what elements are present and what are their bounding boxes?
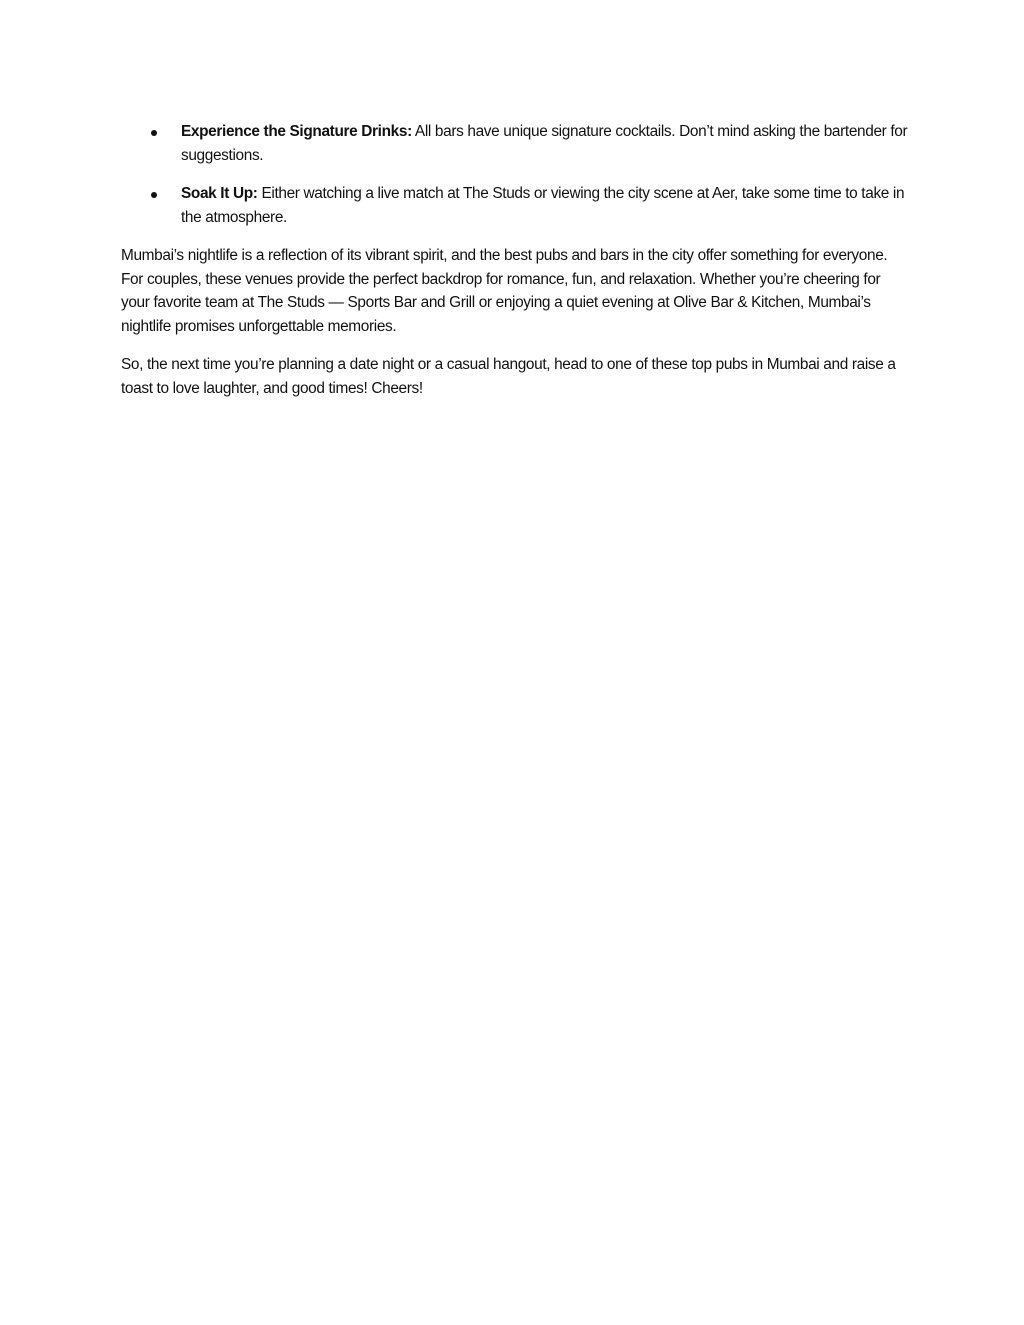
bullet-term: Experience the Signature Drinks: (181, 123, 412, 140)
bullet-term: Soak It Up: (181, 185, 258, 202)
bullet-icon (151, 130, 157, 136)
tips-bullet-list (121, 120, 911, 229)
document-content (121, 120, 911, 415)
bullet-text: Either watching a live match at The Studs or viewing the city scene at Aer, take some time to take in the atmosphere. (181, 185, 905, 226)
bullet-icon (151, 192, 157, 198)
paragraph-nightlife-summary: Mumbai’s nightlife is a reflection of its vibrant spirit, and the best pubs and bars in the city offer something for everyone. For couples, these venues provide the perfect backdrop for romance, fun, and relaxation. Whether you’re cheering for your favorite team at The Studs — Sports Bar and Grill or enjoying a quiet evening at Olive Bar & Kitchen, Mumbai’s nightlife promises unforgettable memories. (121, 247, 888, 335)
bullet-item-signature-drinks (121, 120, 911, 167)
bullet-item-soak-it-up (121, 182, 911, 229)
paragraph-closing: So, the next time you’re planning a date night or a casual hangout, head to one of these top pubs in Mumbai and raise a toast to love laughter, and good times! Cheers! (121, 356, 896, 397)
bullet-text: All bars have unique signature cocktails. Don’t mind asking the bartender for suggestions. (181, 123, 908, 164)
